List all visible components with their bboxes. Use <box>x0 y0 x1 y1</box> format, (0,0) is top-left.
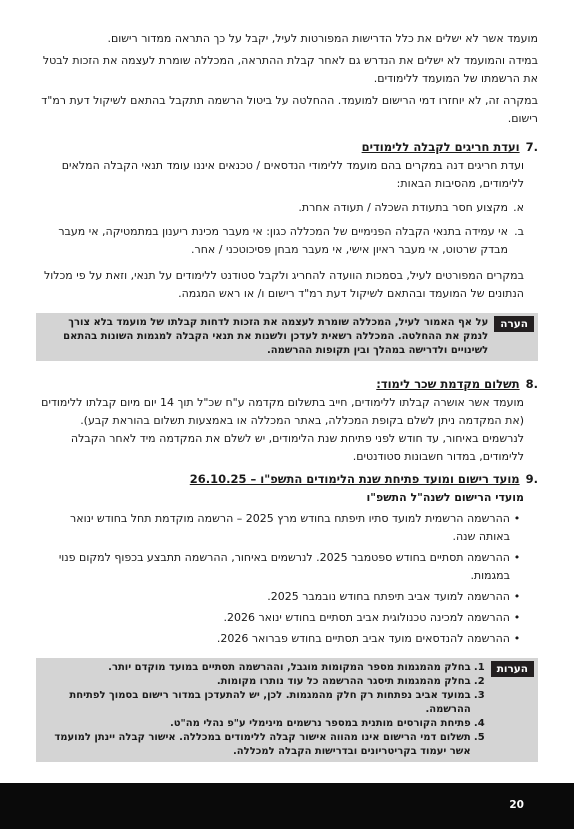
section-8-body <box>36 394 538 466</box>
bullet-icon: • <box>513 551 521 564</box>
note-text: על אף האמור לעיל, המכללה שומרת לעצמה את הזכות לדחות קבלתו של מועמד בלא צורך לנמק את ההחלטה. המכללה רשאית לעדכן ולשנות את תנאי הקבלה למגמות השונות בהתאם לשינויים ולדרישה במהלך ובין תקופות ההרשמה. <box>63 317 489 356</box>
section-7-intro: ועדת חריגים דנה במקרים בהם מועמד ללימודי הנדסאים / טכנאים איננו עומד תנאי הקבלה המלאים ללימודים, מהסיבות הבאות: <box>61 159 524 190</box>
note-item <box>42 717 485 731</box>
page-footer <box>0 783 574 829</box>
note-number: 2. <box>473 676 485 687</box>
section-7-heading <box>36 138 538 156</box>
note-item-text: במועד אביב נפתחות רק חלק מהמגמות. לכן, יש להתעדכן במדור רישום בסמוך לפתיחת ההרשמה. <box>69 690 471 715</box>
section-9-heading <box>36 470 538 488</box>
note-item <box>42 689 485 717</box>
section-title: תשלום מקדמת שכר לימוד: <box>376 377 520 391</box>
list-item-text: ההרשמה להנדסאים מועד אביב תסתיים בחודש פברואר 2026. <box>216 632 510 645</box>
note-item <box>42 731 485 759</box>
section-9-body <box>36 489 538 648</box>
note-number: 1. <box>473 662 485 673</box>
note-item <box>42 675 485 689</box>
note-number: 5. <box>473 732 485 743</box>
section-7-closing: במקרים המפורטים לעיל, בסמכות הוועדה להחריג ולקבל סטודנט ללימודים על תנאי, וזאת על פי מכלול הנתונים של המועמד ובהתאם לשיקול דעת רמ"ד רישום ו/ או ראש המגמה. <box>43 269 524 300</box>
bullet-icon: • <box>513 611 521 624</box>
intro-paragraph: במידה והמועמד לא ישלים את הנדרש גם לאחר קבלת ההתראה, המכללה שומרת לעצמה את הזכות לבטל את הרשמתו של המועמד ללימודים. <box>42 54 538 85</box>
section-7-body <box>36 157 538 303</box>
list-item-text: ההרשמה למכינה טכנולוגית אביב תסתיים בחודש ינואר 2026. <box>223 611 510 624</box>
note-item-text: בחלק מהמגמות תיסגר ההרשמה כל עוד נותרו מקומות. <box>216 676 471 687</box>
section-8-text: מועמד אשר אושרה קבלתו ללימודים, חייב בתשלום מקדמה ע"ח שכ"ל תוך 14 יום מיום קבלתו ללימודים (את המקדמה ניתן לשלם בקופת המכללה, באתר המכללה או באמצעות תשלום בהוראת קבע). לנרשמים באיחור, עד חודש לפני פתיחת שנת הלימודים, יש לשלם את המקדמה מיד לאחר הקבלה ללימודים, במדור חשבונות סטודנטים. <box>41 396 524 463</box>
page-number: 20 <box>509 799 524 811</box>
note-label: הערה <box>494 316 534 332</box>
list-item <box>36 588 524 606</box>
registration-dates-list <box>36 510 524 648</box>
lettered-item <box>36 223 524 259</box>
note-item-text: פתיחת הקורסים מותנית במספר נרשמים מינימלי ע"פ נהלי מה"ט. <box>169 718 471 729</box>
notes-list <box>42 661 485 759</box>
list-item <box>36 609 524 627</box>
intro-paragraph: במקרה זה, לא יוחזרו דמי הרישום למועמד. ההחלטה על ביטול הרשמה תתקבל בהתאם לשיקול דעת רמ"ד רישום. <box>41 94 538 125</box>
section-number: .8 <box>525 377 538 391</box>
note-number: 4. <box>473 718 485 729</box>
notes-label: הערות <box>491 661 534 677</box>
section-8-heading <box>36 375 538 393</box>
notes-box <box>36 658 538 762</box>
note-box <box>36 313 538 361</box>
item-label: א. <box>513 201 524 214</box>
list-item-text: ההרשמה הרשמית למועד סתיו תיפתח בחודש מרץ 2025 – הרשמה מוקדמת תחל בחודש ינואר באותה שנה. <box>70 512 510 543</box>
note-number: 3. <box>473 690 485 701</box>
lettered-item <box>36 199 524 217</box>
item-text: אי עמידה בתנאי הקבלה הפנימיים של המכללה כגון: אי מעבר מכינת ריענון במתמטיקה, אי מעבר מבדק שרטוט, אי מעבר ראיון אישי, אי מעבר מבחן פסיכוטכני / אחר. <box>58 225 508 256</box>
list-item-text: ההרשמה תסתיים בחודש ספטמבר 2025. לנרשמים באיחור, ההרשמה תתבצע בכפוף למקום פנוי במגמות. <box>58 551 510 582</box>
list-item-text: ההרשמה למועד אביב תיפתח בחודש נובמבר 2025. <box>267 590 510 603</box>
item-text: מקצוע חסר בתעודת השכלה / תעודה אחרת. <box>298 201 508 214</box>
section-title: מועד רישום ומועד פתיחת שנת הלימודים התשפ"ו – 26.10.25 <box>189 472 520 486</box>
section-number: .9 <box>525 472 538 486</box>
intro-paragraph: מועמד אשר לא ישלים את כלל הדרישות המפורטות לעיל, יקבל על כך התראה ממדור רישום. <box>107 32 538 45</box>
section-number: .7 <box>525 140 538 154</box>
bullet-icon: • <box>513 512 521 525</box>
note-item-text: תשלום דמי הרישום אינו מהווה אישור קבלה ללימודים במכללה. אישור קבלה יינתן למועמד אשר יעמוד בקריטריונים ובדרישות הקבלה למכללה. <box>54 732 471 757</box>
section-9-subtitle: מועדי הרישום לשנה"ל התשפ"ו <box>366 491 524 504</box>
list-item <box>36 630 524 648</box>
item-label: ב. <box>514 225 524 238</box>
bullet-icon: • <box>513 590 521 603</box>
list-item <box>36 510 524 546</box>
document-page <box>36 30 538 762</box>
list-item <box>36 549 524 585</box>
note-item <box>42 661 485 675</box>
note-item-text: בחלק מהמגמות מספר המקומות מוגבל, וההרשמה תסתיים במועד מוקדם יותר. <box>108 662 471 673</box>
bullet-icon: • <box>513 632 521 645</box>
section-title: ועדת חריגים לקבלה ללימודים <box>361 140 520 154</box>
